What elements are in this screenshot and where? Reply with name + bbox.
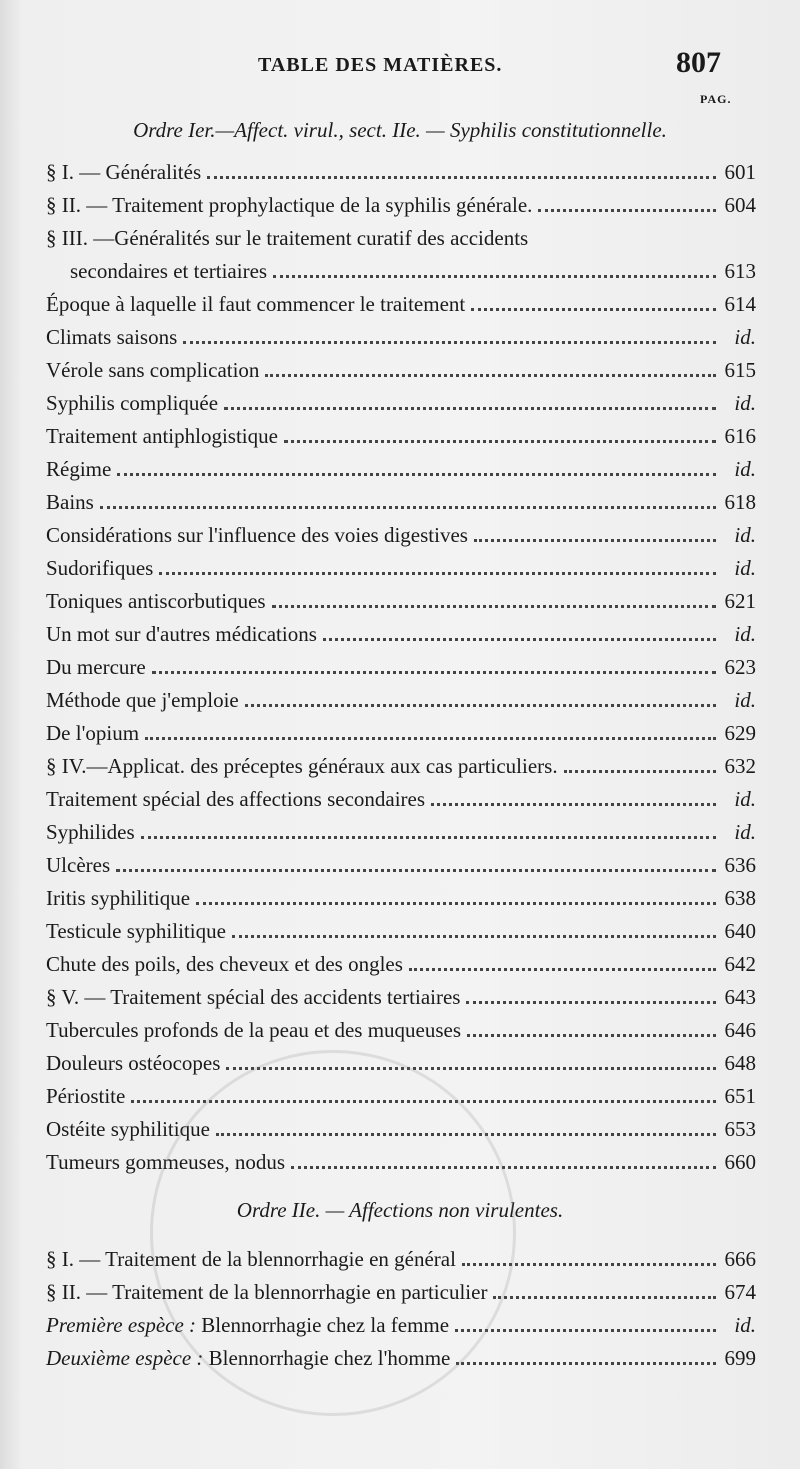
toc-entry bbox=[46, 1041, 756, 1075]
toc-entry-prefix: Deuxième espèce : bbox=[46, 1346, 204, 1370]
toc-entry bbox=[46, 1303, 756, 1337]
toc-entry-page: 699 bbox=[724, 1346, 756, 1370]
toc-entry-label: Douleurs ostéocopes bbox=[46, 1051, 221, 1075]
toc-entry-label: Blennorrhagie chez l'homme bbox=[208, 1346, 451, 1370]
toc-entry-page: id. bbox=[734, 556, 756, 580]
toc-entry bbox=[46, 711, 756, 745]
toc-entry-page: 601 bbox=[724, 160, 756, 184]
toc-entry bbox=[46, 1074, 756, 1108]
toc-entry-label: De l'opium bbox=[46, 721, 140, 745]
toc-entry-page: id. bbox=[734, 391, 756, 415]
toc-entry-page: 666 bbox=[724, 1247, 756, 1271]
dot-leader bbox=[493, 1296, 716, 1299]
toc-entry bbox=[46, 216, 756, 250]
dot-leader bbox=[456, 1362, 716, 1365]
toc-entry-label: Traitement spécial des affections secondaires bbox=[46, 787, 426, 811]
dot-leader bbox=[100, 506, 716, 509]
toc-entry bbox=[46, 1336, 756, 1370]
dot-leader bbox=[245, 704, 716, 707]
toc-entry-page: 642 bbox=[724, 952, 756, 976]
toc-entry-page: 618 bbox=[724, 490, 756, 514]
dot-leader bbox=[159, 572, 716, 575]
dot-leader bbox=[291, 1166, 716, 1169]
dot-leader bbox=[538, 209, 716, 212]
toc-entry-label: Chute des poils, des cheveux et des ongles bbox=[46, 952, 403, 976]
toc-entry-label: Bains bbox=[46, 490, 94, 514]
toc-entry bbox=[46, 1140, 756, 1174]
toc-entry bbox=[46, 282, 756, 316]
toc-entry-page: id. bbox=[734, 1313, 756, 1337]
toc-entry-page: 643 bbox=[724, 985, 756, 1009]
toc-entry-label: Tumeurs gommeuses, nodus bbox=[46, 1150, 285, 1174]
toc-entry bbox=[46, 546, 756, 580]
toc-entry bbox=[46, 315, 756, 349]
dot-leader bbox=[145, 737, 716, 740]
dot-leader bbox=[272, 605, 716, 608]
toc-entry-page: 646 bbox=[724, 1018, 756, 1042]
dot-leader bbox=[116, 869, 716, 872]
toc-entry-label: Vérole sans complication bbox=[46, 358, 260, 382]
toc-entry-page: id. bbox=[734, 622, 756, 646]
toc-entry bbox=[46, 678, 756, 712]
dot-leader bbox=[273, 275, 716, 278]
toc-entry-page: 614 bbox=[724, 292, 756, 316]
toc-entry-page: id. bbox=[734, 523, 756, 547]
dot-leader bbox=[226, 1067, 716, 1070]
toc-entry-page: 648 bbox=[724, 1051, 756, 1075]
toc-entry-page: 615 bbox=[724, 358, 756, 382]
toc-entry-page: 632 bbox=[724, 754, 756, 778]
toc-entry-label: § III. —Généralités sur le traitement curatif des accidents bbox=[46, 226, 529, 250]
toc-entry bbox=[46, 150, 756, 184]
toc-entry bbox=[46, 744, 756, 778]
toc-entry-label: secondaires et tertiaires bbox=[70, 259, 268, 283]
toc-entry-page: 640 bbox=[724, 919, 756, 943]
toc-entry-label: Tubercules profonds de la peau et des muqueuses bbox=[46, 1018, 462, 1042]
dot-leader bbox=[141, 836, 716, 839]
toc-entry-label: Syphilis compliquée bbox=[46, 391, 219, 415]
dot-leader bbox=[462, 1263, 716, 1266]
toc-entry-label: Méthode que j'emploie bbox=[46, 688, 239, 712]
toc-entry-page: 613 bbox=[724, 259, 756, 283]
toc-entry-page: 604 bbox=[724, 193, 756, 217]
toc-entry-label: Époque à laquelle il faut commencer le traitement bbox=[46, 292, 466, 316]
dot-leader bbox=[183, 341, 716, 344]
toc-entry-label: § II. — Traitement de la blennorrhagie en particulier bbox=[46, 1280, 488, 1304]
toc-entry-page: 616 bbox=[724, 424, 756, 448]
dot-leader bbox=[466, 1001, 716, 1004]
toc-entry-page: id. bbox=[734, 325, 756, 349]
toc-entry-page: 623 bbox=[724, 655, 756, 679]
toc-entry bbox=[46, 810, 756, 844]
toc-entry-page: 651 bbox=[724, 1084, 756, 1108]
toc-entry bbox=[46, 777, 756, 811]
toc-entry-page: id. bbox=[734, 457, 756, 481]
toc-entry bbox=[46, 1107, 756, 1141]
toc-entry bbox=[46, 579, 756, 613]
toc-entry-label: Iritis syphilitique bbox=[46, 886, 191, 910]
toc-entry bbox=[46, 480, 756, 514]
toc-entry-page: 660 bbox=[724, 1150, 756, 1174]
toc-entry-label: Traitement antiphlogistique bbox=[46, 424, 278, 448]
toc-entry-page: 653 bbox=[724, 1117, 756, 1141]
dot-leader bbox=[455, 1329, 716, 1332]
toc-entry-page: 621 bbox=[724, 589, 756, 613]
dot-leader bbox=[216, 1133, 716, 1136]
toc-entry bbox=[46, 909, 756, 943]
toc-entry-label: § II. — Traitement prophylactique de la syphilis générale. bbox=[46, 193, 533, 217]
toc-entry-page: 636 bbox=[724, 853, 756, 877]
toc-entry bbox=[46, 645, 756, 679]
toc-entry bbox=[46, 1270, 756, 1304]
toc-entry bbox=[46, 843, 756, 877]
toc-entry bbox=[46, 381, 756, 415]
dot-leader bbox=[207, 176, 716, 179]
toc-entry-label: Ulcères bbox=[46, 853, 111, 877]
toc-entry bbox=[46, 414, 756, 448]
dot-leader bbox=[232, 935, 716, 938]
toc-entry-page: 674 bbox=[724, 1280, 756, 1304]
toc-entry-label: § I. — Généralités bbox=[46, 160, 202, 184]
toc-entry-label: Syphilides bbox=[46, 820, 135, 844]
toc-entry-label: Du mercure bbox=[46, 655, 146, 679]
dot-leader bbox=[265, 374, 716, 377]
toc-entry-label: Sudorifiques bbox=[46, 556, 154, 580]
dot-leader bbox=[467, 1034, 716, 1037]
toc-entry bbox=[46, 876, 756, 910]
dot-leader bbox=[196, 902, 716, 905]
section-heading-order-2: Ordre IIe. — Affections non virulentes. bbox=[236, 1198, 564, 1222]
toc-entry bbox=[46, 1008, 756, 1042]
dot-leader bbox=[471, 308, 716, 311]
dot-leader bbox=[131, 1100, 716, 1103]
dot-leader bbox=[409, 968, 716, 971]
toc-entry bbox=[46, 942, 756, 976]
toc-entry-label: Périostite bbox=[46, 1084, 126, 1108]
toc-entry-page: id. bbox=[734, 820, 756, 844]
toc-entry-label: Considérations sur l'influence des voies digestives bbox=[46, 523, 468, 547]
dot-leader bbox=[474, 539, 716, 542]
toc-entry-label: § I. — Traitement de la blennorrhagie en général bbox=[46, 1247, 456, 1271]
dot-leader bbox=[284, 440, 716, 443]
toc-entry-page: 629 bbox=[724, 721, 756, 745]
toc-entry bbox=[46, 612, 756, 646]
toc-entry-label: Un mot sur d'autres médications bbox=[46, 622, 317, 646]
running-head bbox=[0, 44, 800, 84]
toc-entry bbox=[46, 975, 756, 1009]
dot-leader bbox=[117, 473, 716, 476]
page-number: 807 bbox=[676, 46, 721, 79]
toc-entry-label: Climats saisons bbox=[46, 325, 178, 349]
running-title: TABLE DES MATIÈRES. bbox=[258, 54, 503, 76]
dot-leader bbox=[152, 671, 716, 674]
toc-entry bbox=[46, 513, 756, 547]
toc-entry-page: 638 bbox=[724, 886, 756, 910]
dot-leader bbox=[323, 638, 716, 641]
toc-entry-prefix: Première espèce : bbox=[46, 1313, 197, 1337]
dot-leader bbox=[224, 407, 716, 410]
toc-entry-label: Ostéite syphilitique bbox=[46, 1117, 210, 1141]
toc-entry bbox=[46, 447, 756, 481]
dot-leader bbox=[431, 803, 716, 806]
toc-entry bbox=[46, 348, 756, 382]
toc-entry-label: Toniques antiscorbutiques bbox=[46, 589, 266, 613]
toc-entry-label: § V. — Traitement spécial des accidents tertiaires bbox=[46, 985, 461, 1009]
toc-entry-page: id. bbox=[734, 787, 756, 811]
toc-entry-page: id. bbox=[734, 688, 756, 712]
toc-entry-label: Testicule syphilitique bbox=[46, 919, 226, 943]
pag-column-label: PAG. bbox=[700, 92, 732, 106]
dot-leader bbox=[564, 770, 716, 773]
toc-entry-label: § IV.—Applicat. des préceptes généraux aux cas particuliers. bbox=[46, 754, 558, 778]
section-heading-order-1: Ordre Ier.—Affect. virul., sect. IIe. — Syphilis constitutionnelle. bbox=[133, 118, 667, 142]
toc-entry-label: Régime bbox=[46, 457, 112, 481]
toc-entry-label: Blennorrhagie chez la femme bbox=[201, 1313, 450, 1337]
toc-entry bbox=[46, 183, 756, 217]
toc-entry bbox=[70, 249, 756, 283]
toc-entry bbox=[46, 1237, 756, 1271]
